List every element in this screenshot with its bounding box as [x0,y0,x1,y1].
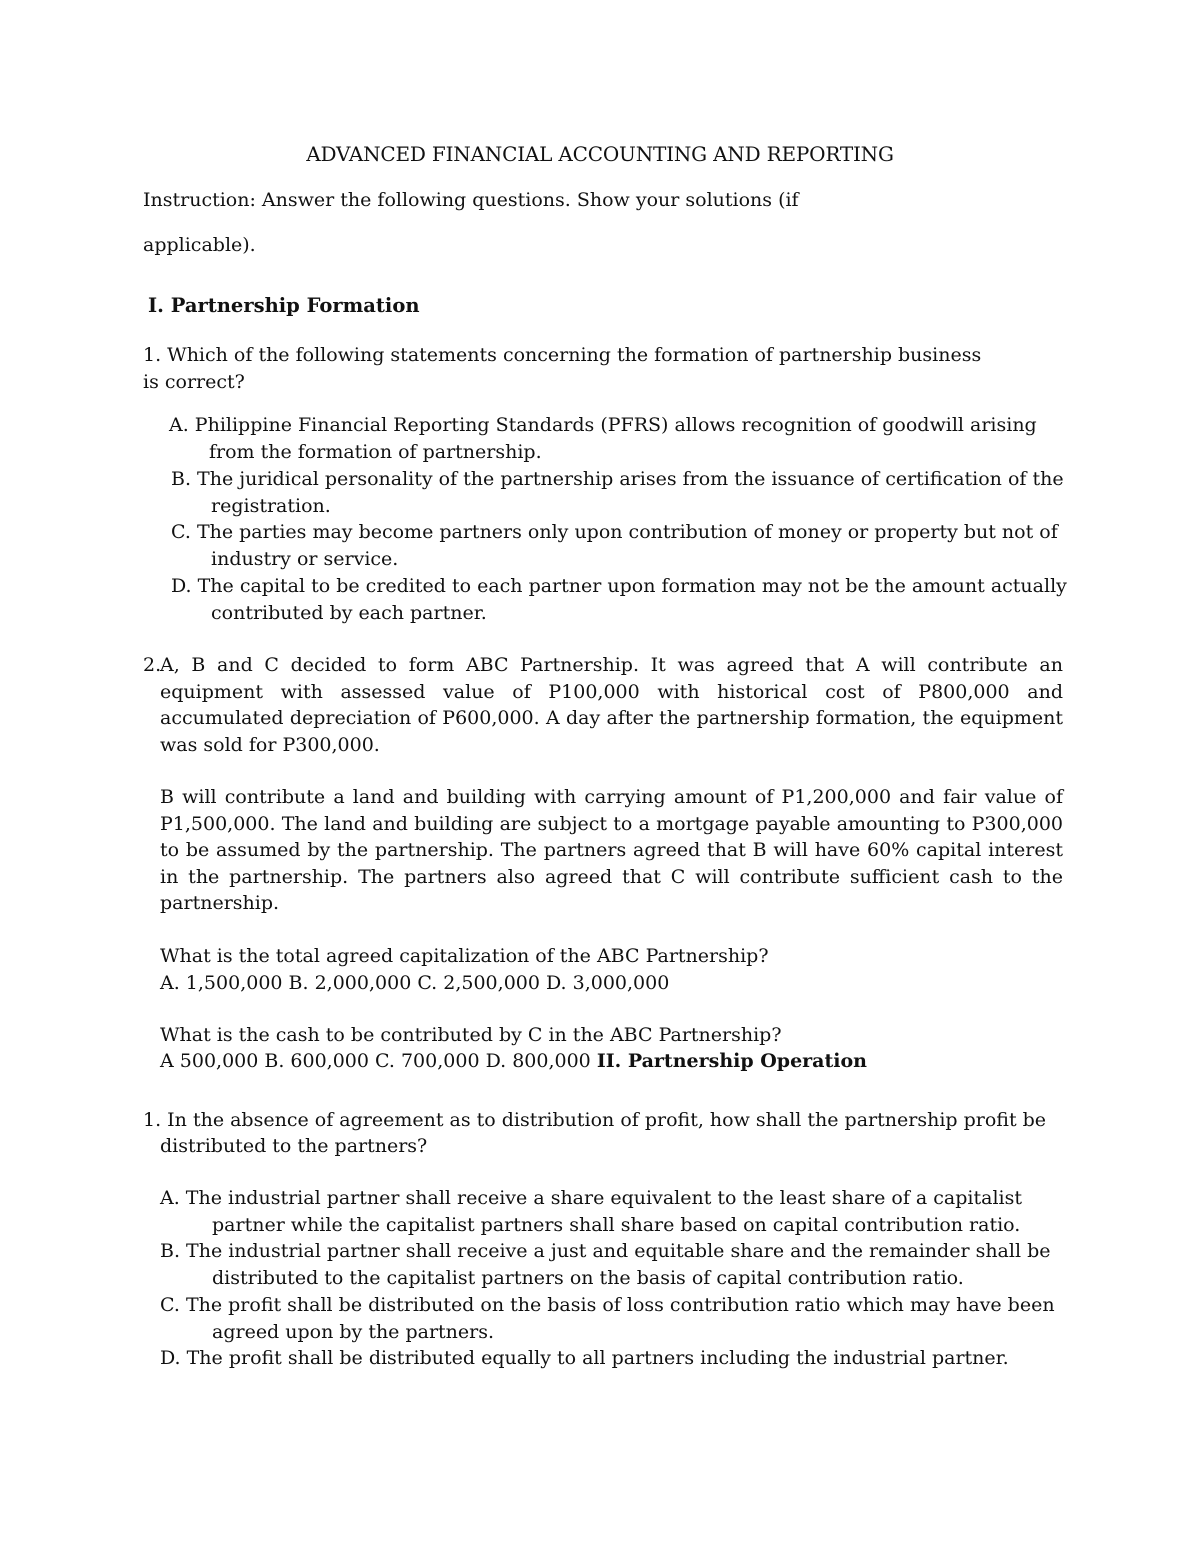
section-2-question-1-option-d [160,1345,1100,1372]
question-1-stem: 1. Which of the following statements concerning the formation of partnership business is correct? [143,344,982,393]
option-text-continued: contributed by each partner. [211,601,487,624]
question-2-sub-2-choices: A 500,000 B. 600,000 C. 700,000 D. 800,000 [160,1050,591,1072]
instruction-line-2: applicable). [143,234,256,256]
section-2-question-1-stem-line-1: 1. In the absence of agreement as to distribution of profit, how shall the partnership profit be [143,1109,1047,1131]
section-2-question-1-option-b [160,1238,1100,1291]
option-text-continued: registration. [211,494,331,517]
question-2-sub-1: What is the total agreed capitalization of the ABC Partnership? [160,945,769,967]
option-text-continued: from the formation of partnership. [209,440,542,463]
option-text: D. The profit shall be distributed equally to all partners including the industrial partner. [160,1347,1009,1369]
option-text: D. The capital to be credited to each partner upon formation may not be the amount actually [171,575,1067,597]
question-1-option-a [169,412,1069,465]
instruction-line-1: Instruction: Answer the following questions. Show your solutions (if [143,189,799,211]
question-1-option-d [171,573,1071,626]
option-text-continued: industry or service. [211,547,399,570]
option-text: A. The industrial partner shall receive a share equivalent to the least share of a capitalist [160,1187,1022,1209]
section-1-heading: I. Partnership Formation [148,294,420,317]
question-1-option-c [171,519,1071,572]
option-text: A. Philippine Financial Reporting Standards (PFRS) allows recognition of goodwill arising [169,414,1037,436]
question-2-paragraph-1: A, B and C decided to form ABC Partnership. It was agreed that A will contribute an equipment with assessed value of P100,000 with historical cost of P800,000 and accumulated depreciation of P600,000. A day after the partnership formation, the equipment was sold for P300,000. [160,654,1063,756]
section-2-question-1-option-a [160,1185,1100,1238]
option-text: B. The industrial partner shall receive a just and equitable share and the remainder shall be [160,1240,1051,1262]
page-title: ADVANCED FINANCIAL ACCOUNTING AND REPORTING [306,142,894,166]
option-text: B. The juridical personality of the partnership arises from the issuance of certification of the [171,468,1064,490]
option-text: C. The profit shall be distributed on the basis of loss contribution ratio which may have been [160,1294,1055,1316]
question-2-sub-2-choices-line [160,1048,867,1075]
section-2-question-1-stem-line-2: distributed to the partners? [160,1135,428,1157]
option-text: C. The parties may become partners only upon contribution of money or property but not of [171,521,1058,543]
question-1-option-b [171,466,1071,519]
section-2-heading: II. Partnership Operation [596,1050,867,1072]
section-2-question-1-option-c [160,1292,1100,1345]
option-text-continued: agreed upon by the partners. [212,1320,495,1343]
option-text-continued: distributed to the capitalist partners on the basis of capital contribution ratio. [212,1266,964,1289]
option-text-continued: partner while the capitalist partners shall share based on capital contribution ratio. [212,1213,1021,1236]
question-2-number: 2. [143,654,162,676]
question-2-paragraph-2: B will contribute a land and building with carrying amount of P1,200,000 and fair value of P1,500,000. The land and building are subject to a mortgage payable amounting to P300,000 to be assumed by the partnership. The partners agreed that B will have 60% capital interest in the partnership. The partners also agreed that C will contribute sufficient cash to the partnership. [160,786,1063,914]
question-2-sub-1-choices: A. 1,500,000 B. 2,000,000 C. 2,500,000 D. 3,000,000 [160,972,670,994]
question-2-sub-2: What is the cash to be contributed by C in the ABC Partnership? [160,1024,782,1046]
